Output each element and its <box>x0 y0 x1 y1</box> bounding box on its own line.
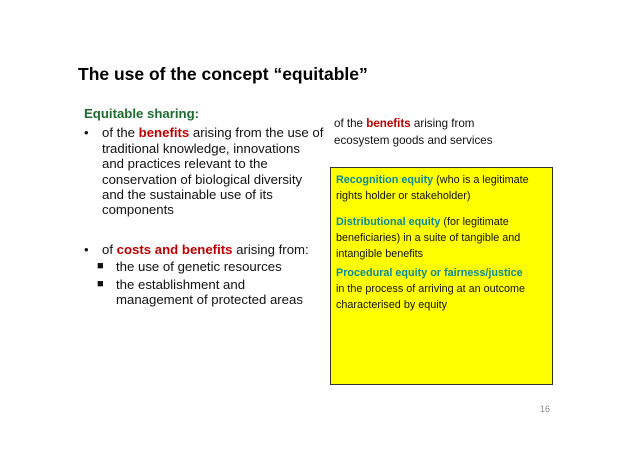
recognition-equity-title: Recognition equity <box>336 174 434 186</box>
bullet2-highlight: costs and benefits <box>116 241 233 257</box>
recognition-equity-block <box>336 172 547 204</box>
right-line2: ecosystem goods and services <box>334 134 493 147</box>
bullet2-post: arising from: <box>232 241 309 257</box>
right-line1-highlight: benefits <box>366 117 411 130</box>
subitem-text: the establishment and management of protected areas <box>116 276 303 308</box>
square-bullet-icon: ■ <box>97 260 104 273</box>
bullet1-pre: of the <box>102 125 139 141</box>
subitem-text: the use of genetic resources <box>116 259 282 275</box>
recognition-equity-text: (who is a legitimate rights holder or stakeholder) <box>336 174 529 202</box>
slide-title: The use of the concept “equitable” <box>78 64 368 84</box>
subitem-genetic-resources <box>84 259 324 274</box>
bullet2-pre: of <box>102 241 117 257</box>
right-intro-text <box>334 115 493 149</box>
bullet1-post: arising from the use of traditional knowledge, innovations and practices relevant to the conservation of biological diversity and the sustainable use of its components <box>102 125 324 218</box>
bullet-benefits <box>84 125 324 217</box>
left-column <box>84 106 324 307</box>
bullet-dot-icon: • <box>84 125 89 141</box>
right-line1-pre: of the <box>334 117 367 130</box>
bullet-dot-icon: • <box>84 241 89 257</box>
equitable-sharing-heading: Equitable sharing: <box>84 106 200 121</box>
bullet1-highlight: benefits <box>138 125 190 141</box>
square-bullet-icon: ■ <box>97 277 104 290</box>
equity-types-box <box>330 167 553 385</box>
procedural-equity-block <box>336 265 547 313</box>
procedural-equity-title: Procedural equity or fairness/justice <box>336 267 523 279</box>
page-number: 16 <box>540 404 551 414</box>
distributional-equity-block <box>336 214 547 262</box>
distributional-equity-title: Distributional equity <box>336 216 441 228</box>
bullet-costs-benefits <box>84 242 324 257</box>
subitem-protected-areas <box>84 277 324 308</box>
procedural-equity-text: in the process of arriving at an outcome characterised by equity <box>336 283 526 311</box>
right-line1-post: arising from <box>410 117 475 130</box>
distributional-equity-text: (for legitimate beneficiaries) in a suite of tangible and intangible benefits <box>336 216 521 260</box>
